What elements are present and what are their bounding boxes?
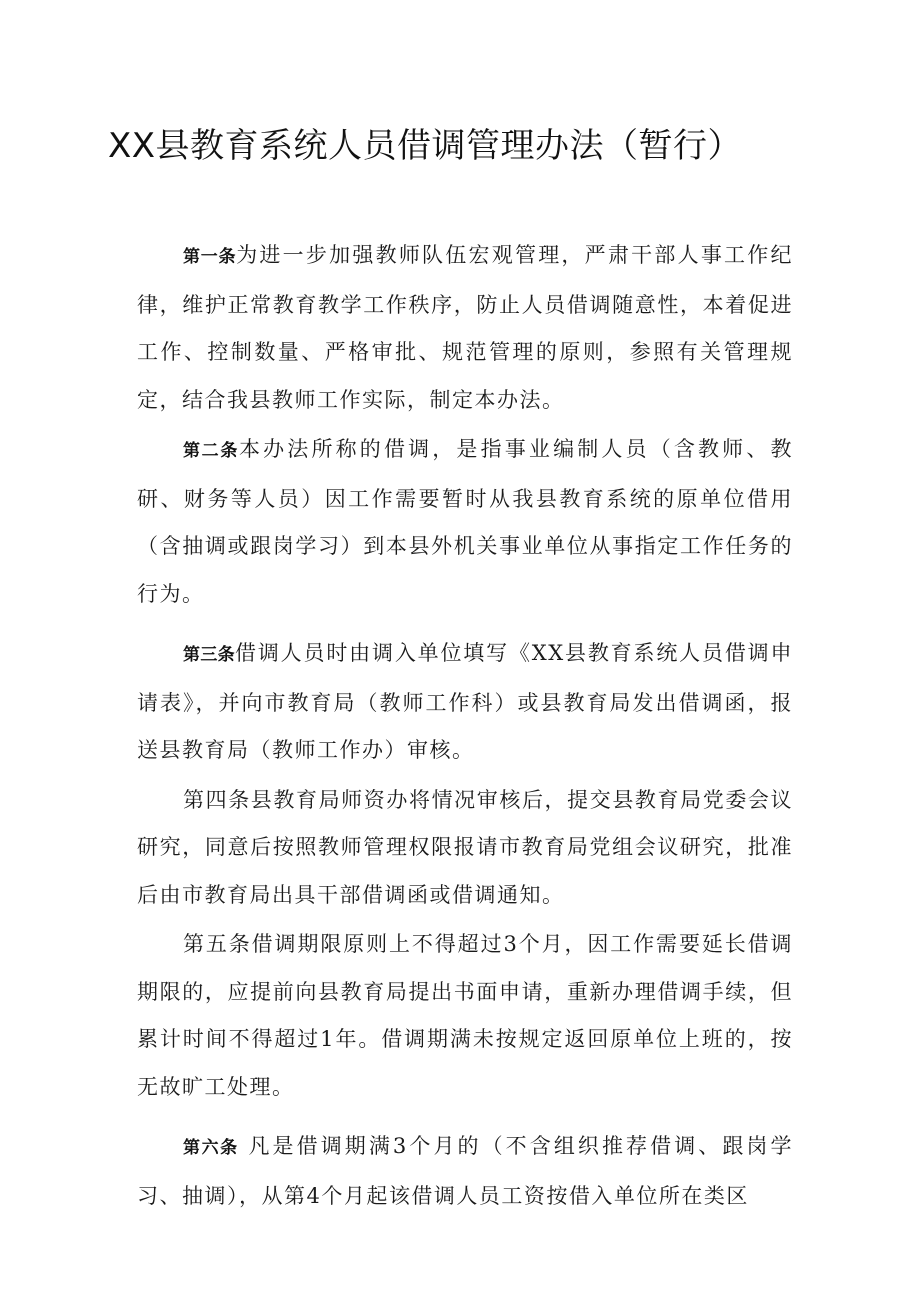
article-5 [137,921,793,1111]
article-4 [137,777,793,920]
article-5-text: 借调期限原则上不得超过3个月，因工作需要延长借调期限的，应提前向县教育局提出书面申请，重新办理借调手续，但累计时间不得超过1年。借调期满未按规定返回原单位上班的，按无故旷工处理。 [137,932,794,1099]
article-2 [137,426,793,618]
article-5-label: 第五条 [183,932,252,956]
document-body [137,232,793,1220]
article-2-text: 本办法所称的借调，是指事业编制人员（含教师、教研、财务等人员）因工作需要暂时从我县教育系统的原单位借用（含抽调或跟岗学习）到本县外机关事业单位从事指定工作任务的行为。 [137,437,794,606]
article-3-label: 第三条 [183,645,235,665]
article-2-label: 第二条 [183,441,239,461]
article-3 [137,630,793,775]
article-3-text: 借调人员时由调入单位填写《XX县教育系统人员借调申请表》，并向市教育局（教师工作科）或县教育局发出借调函，报送县教育局（教师工作办）审核。 [137,641,794,762]
article-1-text: 为进一步加强教师队伍宏观管理，严肃干部人事工作纪律，维护正常教育教学工作秩序，防止人员借调随意性，本着促进工作、控制数量、严格审批、规范管理的原则，参照有关管理规定，结合我县教师工作实际，制定本办法。 [137,243,794,412]
article-6 [137,1123,793,1220]
document-title: XX县教育系统人员借调管理办法（暂行） [107,126,743,166]
article-6-label: 第六条 [183,1138,239,1158]
article-4-label: 第四条 [183,787,251,812]
article-4-text: 县教育局师资办将情况审核后，提交县教育局党委会议研究，同意后按照教师管理权限报请市教育局党组会议研究，批准后由市教育局出具干部借调函或借调通知。 [137,787,794,907]
article-6-text: 凡是借调期满3个月的（不含组织推荐借调、跟岗学习、抽调），从第4个月起该借调人员工资按借入单位所在类区 [137,1134,793,1208]
article-1-label: 第一条 [183,247,237,267]
article-1 [137,232,793,424]
